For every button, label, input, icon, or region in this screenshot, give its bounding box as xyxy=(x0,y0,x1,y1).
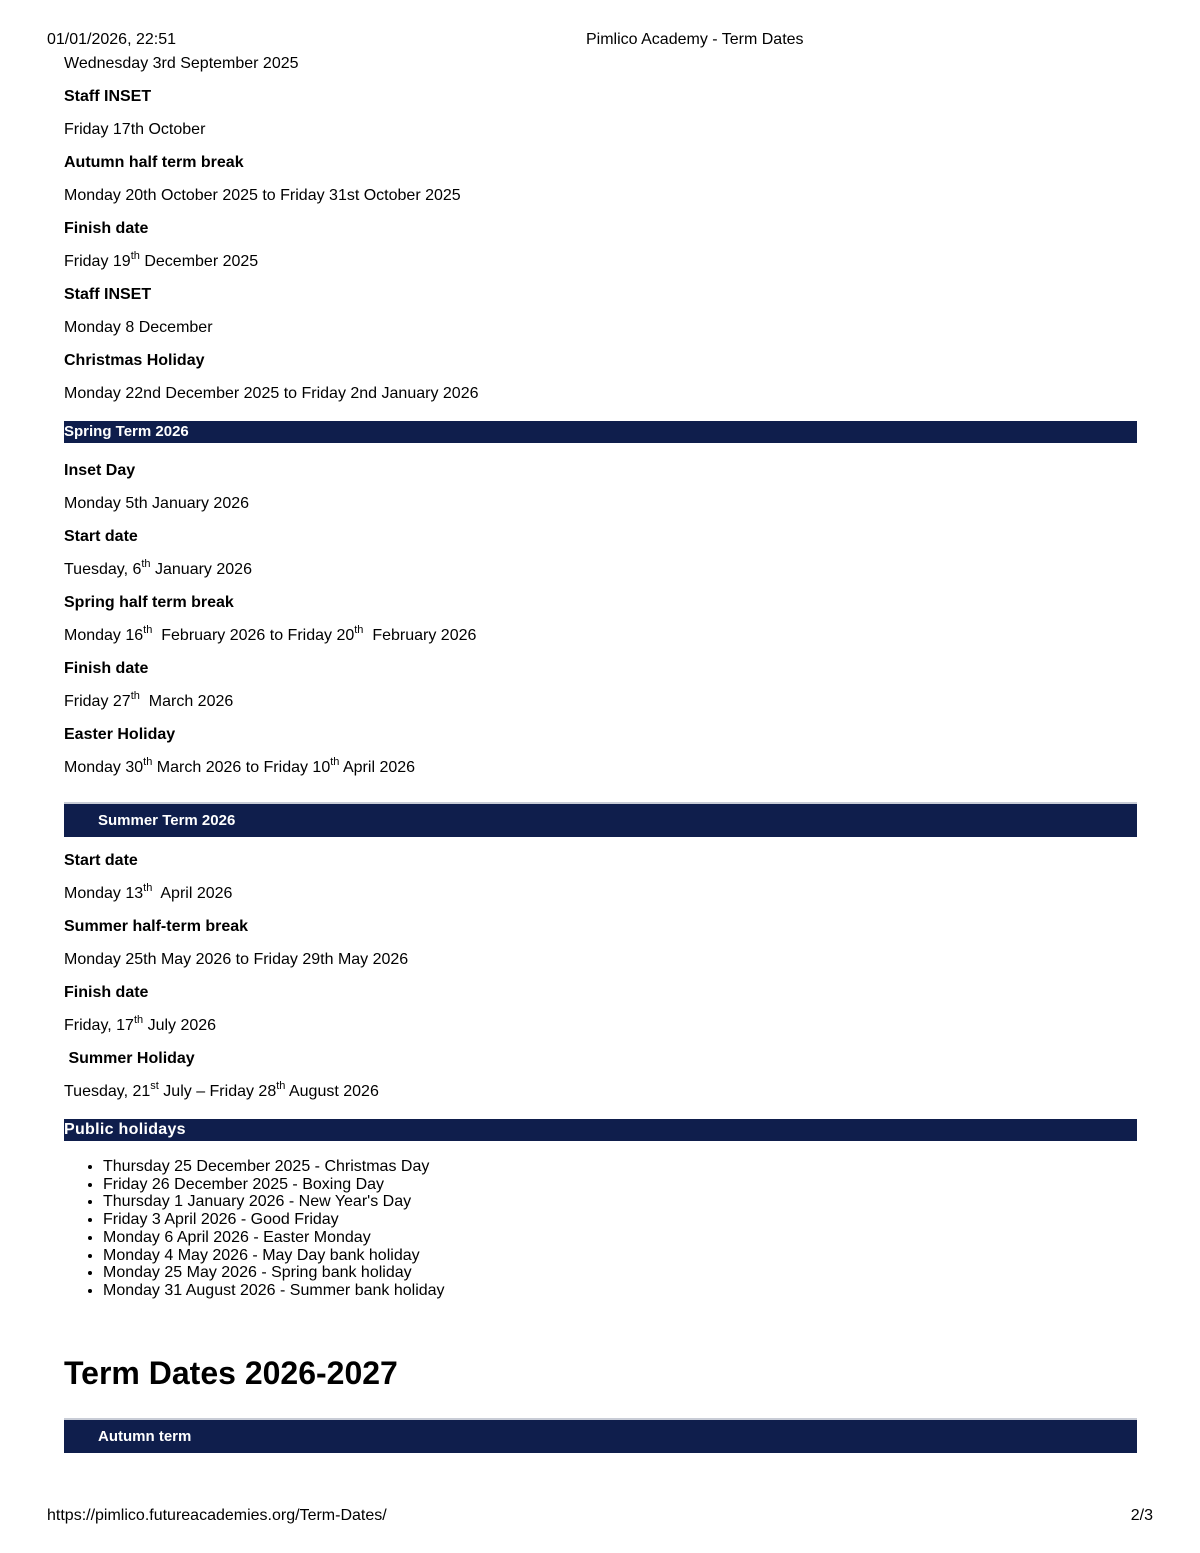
summer-term-heading: Summer Term 2026 xyxy=(64,802,1137,837)
summer-start-value: Monday 13th April 2026 xyxy=(64,881,233,902)
list-item: • Monday 6 April 2026 - Easter Monday xyxy=(103,1229,1137,1247)
summer-holiday-label: Summer Holiday xyxy=(64,1050,195,1067)
spring-start-value: Tuesday, 6th January 2026 xyxy=(64,557,252,578)
autumn-half-term-value: Monday 20th October 2025 to Friday 31st October 2025 xyxy=(64,187,461,204)
spring-finish-label: Finish date xyxy=(64,660,149,677)
spring-inset-label: Inset Day xyxy=(64,462,136,479)
autumn-inset1-value: Friday 17th October xyxy=(64,121,206,138)
print-footer-page-number: 2/3 xyxy=(1130,1507,1153,1524)
public-holidays-heading: Public holidays xyxy=(64,1119,1137,1141)
spring-start-label: Start date xyxy=(64,528,138,545)
easter-holiday-label: Easter Holiday xyxy=(64,726,176,743)
list-item: • Thursday 25 December 2025 - Christmas Day xyxy=(103,1158,1137,1176)
christmas-holiday-label: Christmas Holiday xyxy=(64,352,205,369)
spring-finish-value: Friday 27th March 2026 xyxy=(64,689,234,710)
spring-term-heading: Spring Term 2026 xyxy=(64,421,1137,443)
summer-half-term-value: Monday 25th May 2026 to Friday 29th May 2026 xyxy=(64,951,409,968)
autumn-finish-value: Friday 19th December 2025 xyxy=(64,249,259,270)
summer-finish-label: Finish date xyxy=(64,984,149,1001)
autumn-inset2-value: Monday 8 December xyxy=(64,319,213,336)
autumn-inset1-label: Staff INSET xyxy=(64,88,152,105)
summer-finish-value: Friday, 17th July 2026 xyxy=(64,1013,217,1034)
summer-start-label: Start date xyxy=(64,852,138,869)
list-item: • Monday 25 May 2026 - Spring bank holiday xyxy=(103,1264,1137,1282)
list-item: • Friday 26 December 2025 - Boxing Day xyxy=(103,1176,1137,1194)
public-holidays-list xyxy=(64,1158,1137,1300)
print-header-datetime: 01/01/2026, 22:51 xyxy=(47,31,177,48)
print-header-title: Pimlico Academy - Term Dates xyxy=(586,31,804,48)
spring-inset-value: Monday 5th January 2026 xyxy=(64,495,250,512)
print-footer-url: https://pimlico.futureacademies.org/Term-Dates/ xyxy=(47,1507,387,1524)
autumn-half-term-label: Autumn half term break xyxy=(64,154,244,171)
spring-half-term-label: Spring half term break xyxy=(64,594,234,611)
spring-half-term-value: Monday 16th February 2026 to Friday 20th February 2026 xyxy=(64,623,477,644)
autumn-start-date-value: Wednesday 3rd September 2025 xyxy=(64,55,299,72)
autumn-term-heading: Autumn term xyxy=(64,1418,1137,1453)
list-item: • Thursday 1 January 2026 - New Year's Day xyxy=(103,1193,1137,1211)
autumn-inset2-label: Staff INSET xyxy=(64,286,152,303)
easter-holiday-value: Monday 30th March 2026 to Friday 10th April 2026 xyxy=(64,755,416,776)
christmas-holiday-value: Monday 22nd December 2025 to Friday 2nd January 2026 xyxy=(64,385,479,402)
list-item: • Monday 31 August 2026 - Summer bank holiday xyxy=(103,1282,1137,1300)
summer-holiday-value: Tuesday, 21st July – Friday 28th August 2026 xyxy=(64,1079,379,1100)
page-content xyxy=(64,55,1137,1468)
summer-half-term-label: Summer half-term break xyxy=(64,918,249,935)
list-item: • Friday 3 April 2026 - Good Friday xyxy=(103,1211,1137,1229)
autumn-finish-label: Finish date xyxy=(64,220,149,237)
list-item: • Monday 4 May 2026 - May Day bank holiday xyxy=(103,1247,1137,1265)
term-dates-2026-2027-title: Term Dates 2026-2027 xyxy=(64,1354,398,1391)
